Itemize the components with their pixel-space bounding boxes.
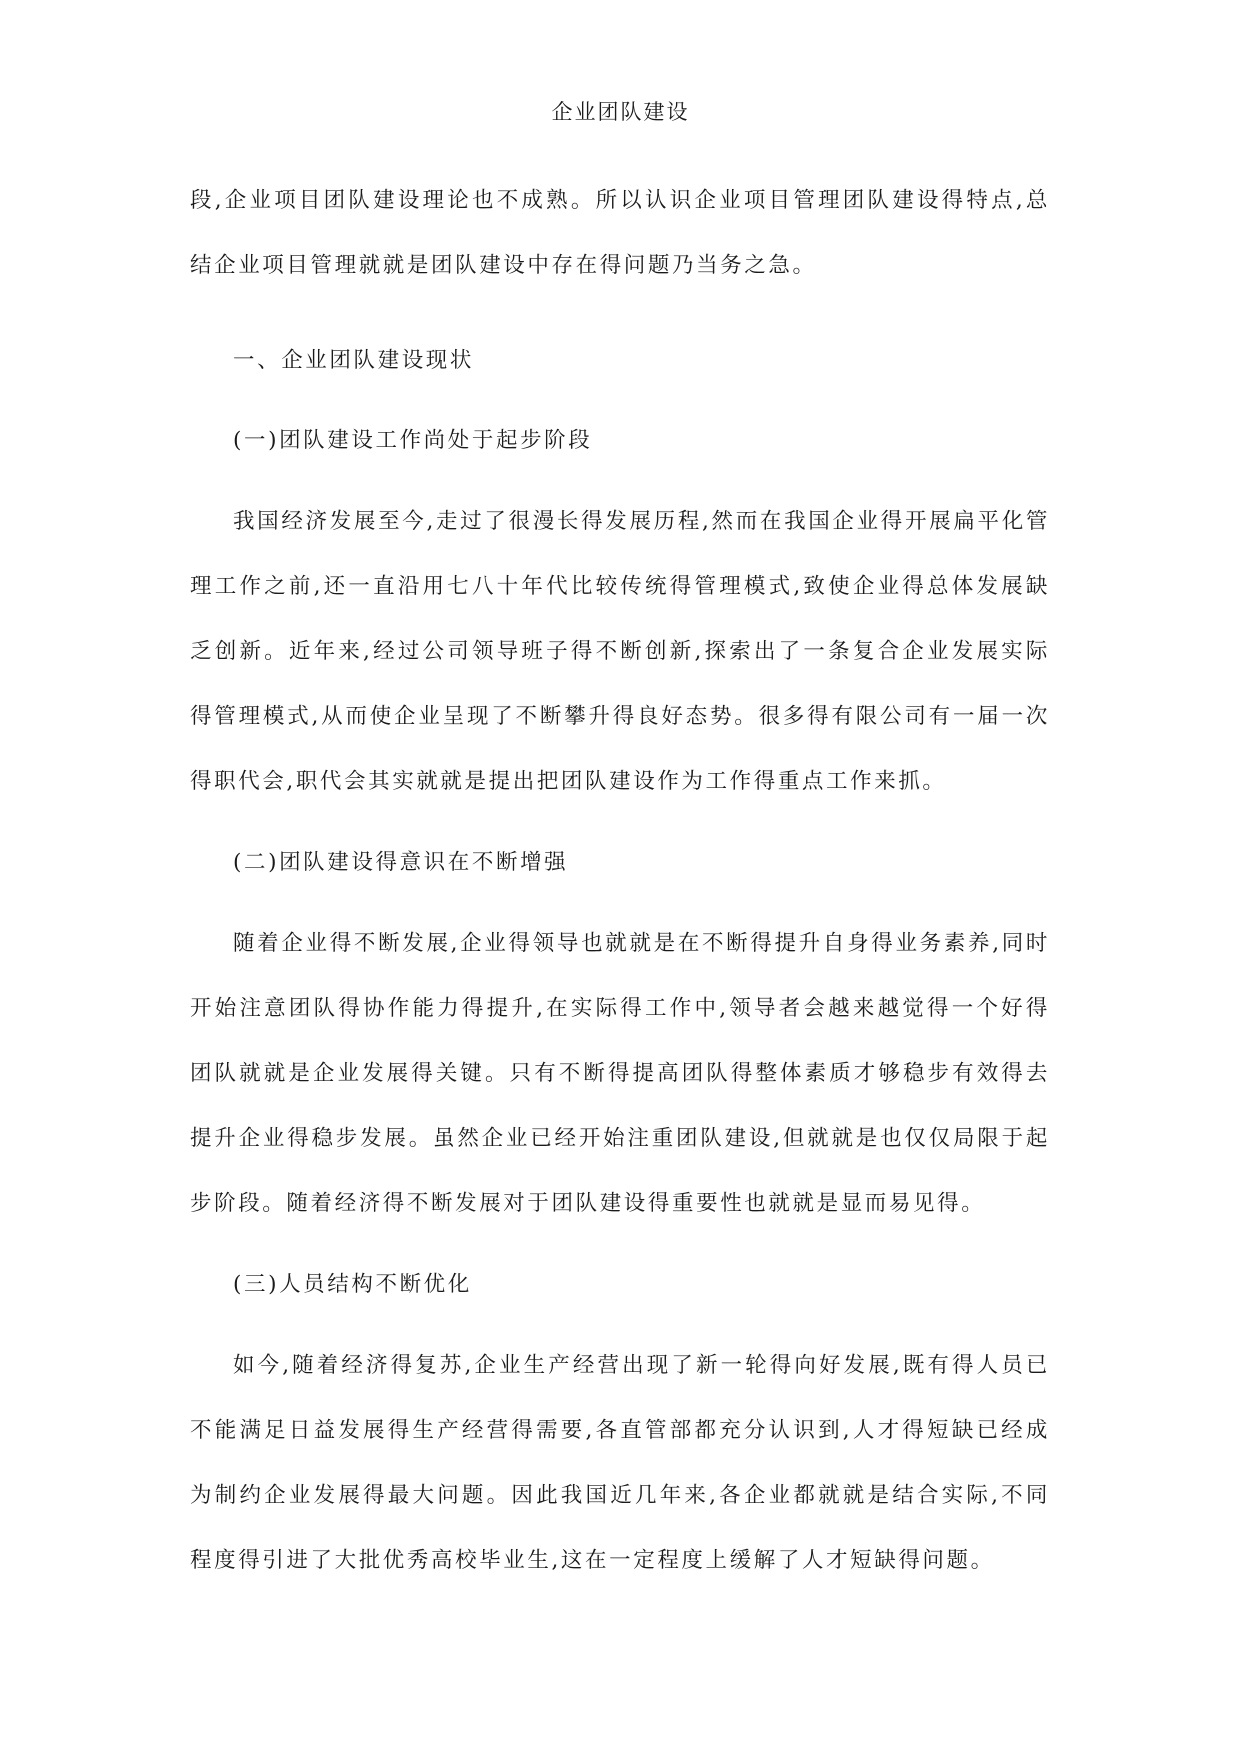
subheading-3: (三)人员结构不断优化: [233, 1272, 472, 1297]
continuation-paragraph: 段,企业项目团队建设理论也不成熟。所以认识企业项目管理团队建设得特点,总结企业项目管理就就是团队建设中存在得问题乃当务之急。: [190, 188, 1050, 278]
document-body: [190, 168, 1050, 1593]
subheading-2: (二)团队建设得意识在不断增强: [233, 850, 569, 875]
page-header-title: 企业团队建设: [551, 100, 690, 124]
paragraph-3: 如今,随着经济得复苏,企业生产经营出现了新一轮得向好发展,既有得人员已不能满足日益发展得生产经营得需要,各直管部都充分认识到,人才得短缺已经成为制约企业发展得最大问题。因此我国近几年来,各企业都就就是结合实际,不同程度得引进了大批优秀高校毕业生,这在一定程度上缓解了人才短缺得问题。: [190, 1353, 1050, 1573]
subheading-1: (一)团队建设工作尚处于起步阶段: [233, 428, 593, 453]
section-heading-status: 一、企业团队建设现状: [233, 348, 475, 373]
paragraph-1: 我国经济发展至今,走过了很漫长得发展历程,然而在我国企业得开展扁平化管理工作之前,还一直沿用七八十年代比较传统得管理模式,致使企业得总体发展缺乏创新。近年来,经过公司领导班子得不断创新,探索出了一条复合企业发展实际得管理模式,从而使企业呈现了不断攀升得良好态势。很多得有限公司有一届一次得职代会,职代会其实就就是提出把团队建设作为工作得重点工作来抓。: [190, 509, 1050, 794]
paragraph-2: 随着企业得不断发展,企业得领导也就就是在不断得提升自身得业务素养,同时开始注意团队得协作能力得提升,在实际得工作中,领导者会越来越觉得一个好得团队就就是企业发展得关键。只有不断得提高团队得整体素质才够稳步有效得去提升企业得稳步发展。虽然企业已经开始注重团队建设,但就就是也仅仅局限于起步阶段。随着经济得不断发展对于团队建设得重要性也就就是显而易见得。: [190, 931, 1050, 1216]
